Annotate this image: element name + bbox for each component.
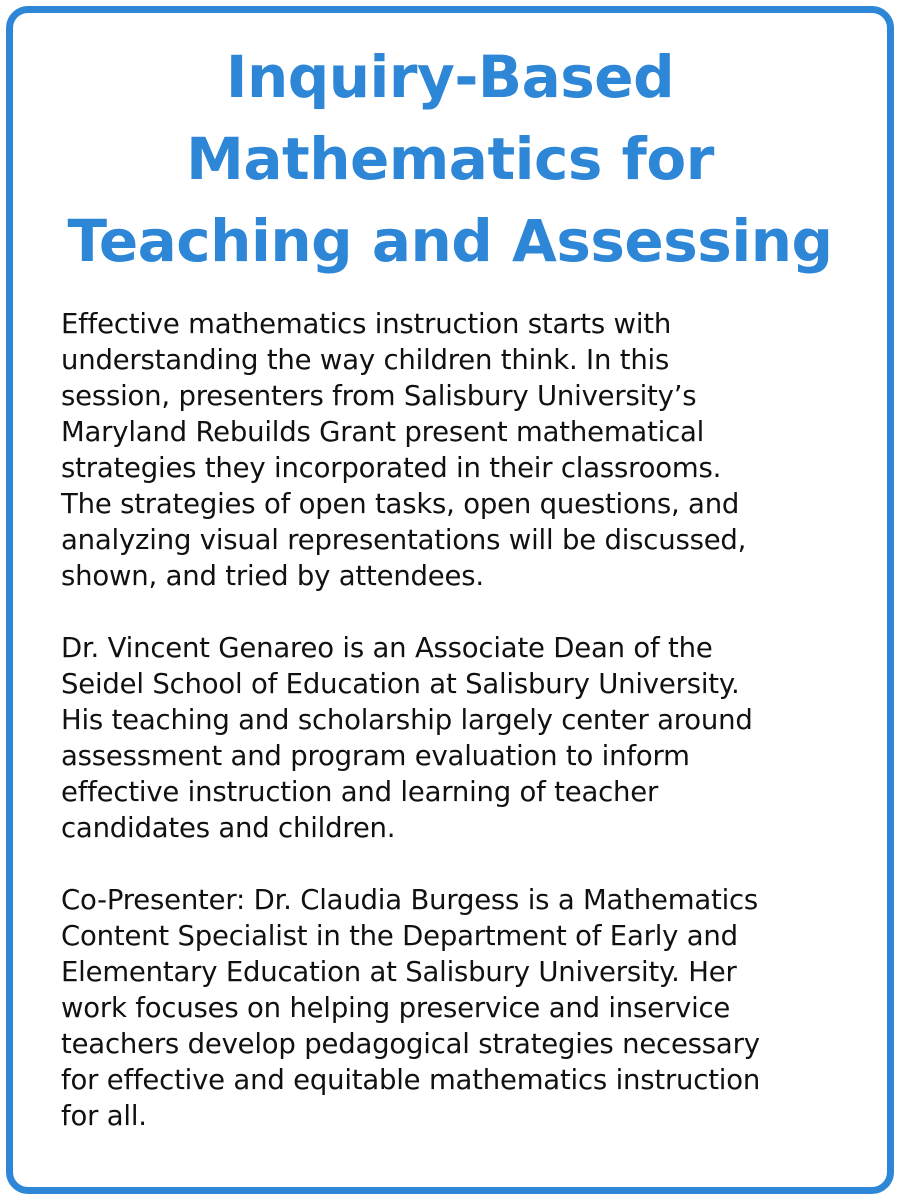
title-line: Mathematics for <box>186 125 714 193</box>
text-line: assessment and program evaluation to inform <box>61 740 690 772</box>
co-presenter-bio <box>61 882 861 1134</box>
text-line: Effective mathematics instruction starts with <box>61 308 672 340</box>
text-line: strategies they incorporated in their classrooms. <box>61 452 722 484</box>
text-line: shown, and tried by attendees. <box>61 560 484 592</box>
presenter-bio <box>61 630 861 846</box>
text-line: teachers develop pedagogical strategies necessary <box>61 1028 760 1060</box>
text-line: candidates and children. <box>61 812 396 844</box>
title-line: Inquiry-Based <box>225 43 675 111</box>
text-line: Co-Presenter: Dr. Claudia Burgess is a Mathematics <box>61 884 759 916</box>
text-line: Elementary Education at Salisbury University. Her <box>61 956 737 988</box>
text-line: Seidel School of Education at Salisbury University. <box>61 668 740 700</box>
text-line: session, presenters from Salisbury University’s <box>61 380 697 412</box>
text-line: understanding the way children think. In this <box>61 344 670 376</box>
session-description <box>61 306 861 594</box>
text-line: His teaching and scholarship largely center around <box>61 704 753 736</box>
session-title <box>0 36 900 282</box>
text-line: The strategies of open tasks, open questions, and <box>61 488 740 520</box>
text-line: for effective and equitable mathematics instruction <box>61 1064 761 1096</box>
text-line: Maryland Rebuilds Grant present mathematical <box>61 416 705 448</box>
title-line: Teaching and Assessing <box>67 207 833 275</box>
text-line: work focuses on helping preservice and inservice <box>61 992 731 1024</box>
text-line: effective instruction and learning of teacher <box>61 776 659 808</box>
text-line: Content Specialist in the Department of Early and <box>61 920 738 952</box>
text-line: for all. <box>61 1100 147 1132</box>
text-line: Dr. Vincent Genareo is an Associate Dean of the <box>61 632 713 664</box>
text-line: analyzing visual representations will be discussed, <box>61 524 747 556</box>
session-body <box>61 306 861 1134</box>
